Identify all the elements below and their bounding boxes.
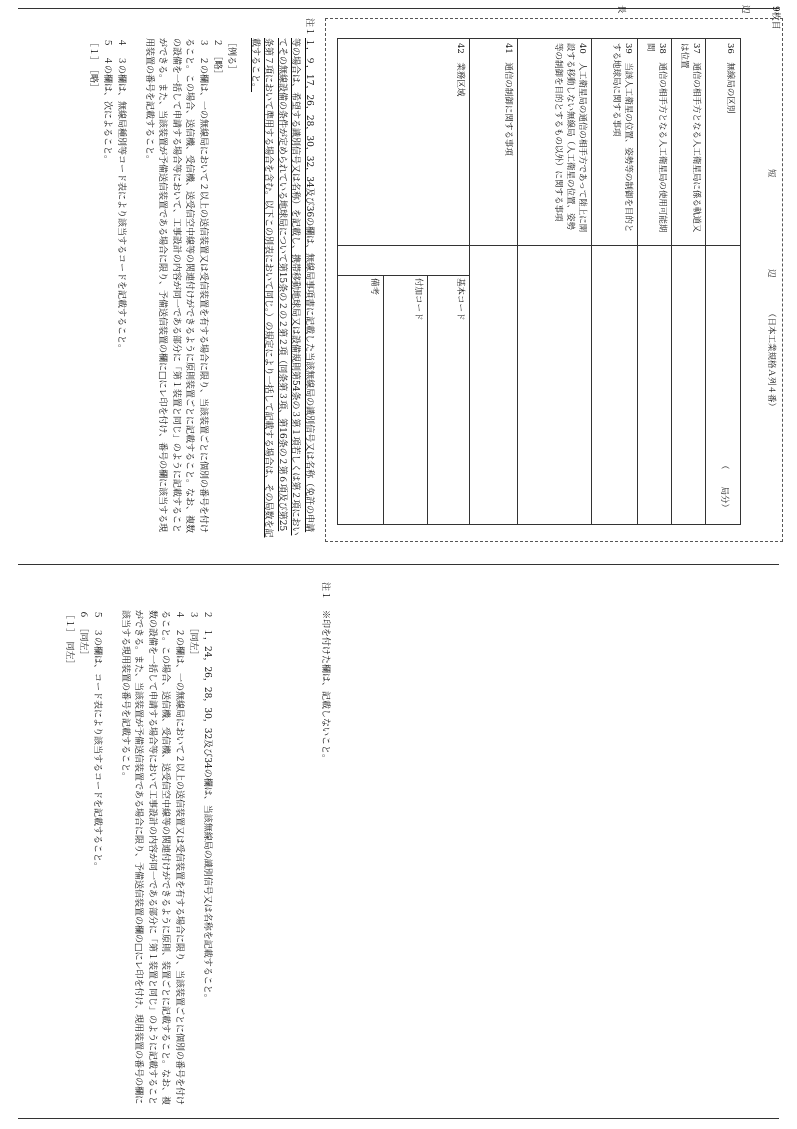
bottom-note-6: ６ ［同左］: [78, 610, 88, 660]
table-row: 39 当該人工衛星の位置、姿勢等の制御を目的とする地球局に関する事項: [591, 39, 638, 524]
top-note-1: １，９，17，26，28，30，32，34及び36の欄は、無線局事項書に記載した当該無線局の識別信号又は名称（免許の申請等の場合は、希望する識別信号又は名称）を記載し、携帯移動地球局又は設備規則第54条の３第１項若しくは第２項においてその無線設備の条件が定められている地球局について第15条の２の２第２項（同条第３項、第16条の２第６項及び第25条第７項において準用する場合を含む。以下この別表において同じ。）の規定により一括して記載する場合は、その局数を記載すること。: [250, 38, 314, 538]
table-row: 42 業務区域 基本コード 付加コード 備考: [338, 39, 470, 524]
bottom-notes-head: 注１: [320, 582, 330, 601]
bottom-note-5: ５ ３の欄は、コード表により該当するコードを記載すること。: [92, 610, 102, 872]
top-note-3: ３ ２の欄は、一の無線局において２以上の送信装置又は受信装置を有する場合に限り、当該装置ごとに個別の番号を付けること。この場合、送信機、受信機、送受信空中線等の関連付けができるように原則装置ごとに記載すること。なお、複数の設備を一括して申請する場合等において、工事設計の内容が同一である部分に「第１装置と同じ」のように記載することができる。また、当該装置が予備送信装置である場合に限り、予備送信装置の欄に□にレ印を付け、番号の欄に該当する現用装置の番号を記載すること。: [144, 38, 208, 534]
side-label-long: 長: [616, 5, 626, 14]
top-note-5: ５ ４の欄は、次によること。: [102, 38, 112, 165]
top-note-6: ［１］ ［略］: [88, 38, 98, 93]
side-label-edge2: 辺: [766, 269, 776, 278]
bottom-note-4: ４ ２の欄は、一の無線局において２以上の送信装置又は受信装置を有する場合に限り、当該装置ごとに個別の番号を付けること。この場合、送信機、受信機、送受信空中線等の関連付けができるように原則、装置ごとに記載すること。なお、複数の設備を一括して申請する場合等において工事設計の内容が同一である部分に「第１装置と同じ」のように記載することができる。また、当該装置が予備送信装置である場合に限り、予備送信装置の欄の□にレ印を付け、現用装置の番号の欄に該当する現用装置の番号を記載すること。: [120, 610, 184, 1106]
side-label-edge: 辺: [740, 5, 750, 14]
side-label-short: 短: [766, 169, 776, 178]
station-count: （ 局分）: [719, 460, 729, 512]
table-row: 41 通信の制御に関する事項: [469, 39, 518, 524]
top-note-2: ２ ［略］: [212, 38, 222, 79]
top-note-4: ４ ３の欄は、無線局種別等コード表により該当するコードを記載すること。: [116, 38, 126, 354]
bottom-note-3: ３ ［同左］: [188, 610, 198, 660]
page-label: 9枚目: [770, 6, 780, 30]
top-notes-head: 注１: [304, 18, 314, 37]
middle-divider: [18, 564, 779, 565]
basic-code-header: 基本コード: [455, 278, 465, 321]
additional-code-header: 付加コード: [413, 278, 423, 321]
table-row: 38 通信の相手方となる人工衛星局の使用可能期間: [637, 39, 672, 524]
bottom-note-1: ※印を付けた欄は、記載しないこと。: [320, 610, 330, 764]
remarks-header: 備考: [369, 278, 379, 296]
standard-note: （日本工業規格Ａ列４番）: [766, 309, 776, 412]
table-row: 40 人工衛星局の通信の相手方であって陸上に開設する移動しない無線局（人工衛星の位置、姿勢等の制御を目的とするもの以外）に関する事項: [517, 39, 592, 524]
table-row: 37 通信の相手方となる人工衛星局に係る軌道又は位置: [671, 39, 706, 524]
station-table: [337, 38, 741, 525]
bottom-note-7: ［１］ 同左］: [64, 610, 74, 669]
top-note-example: ［例る］: [226, 38, 236, 75]
table-row: 36 無線局の区別 （ 局分）: [705, 39, 740, 524]
bottom-note-2: ２ １，24，26，28，30，32及び34の欄は、当該無線局の識別信号又は名称を記載すること。: [202, 610, 212, 1003]
